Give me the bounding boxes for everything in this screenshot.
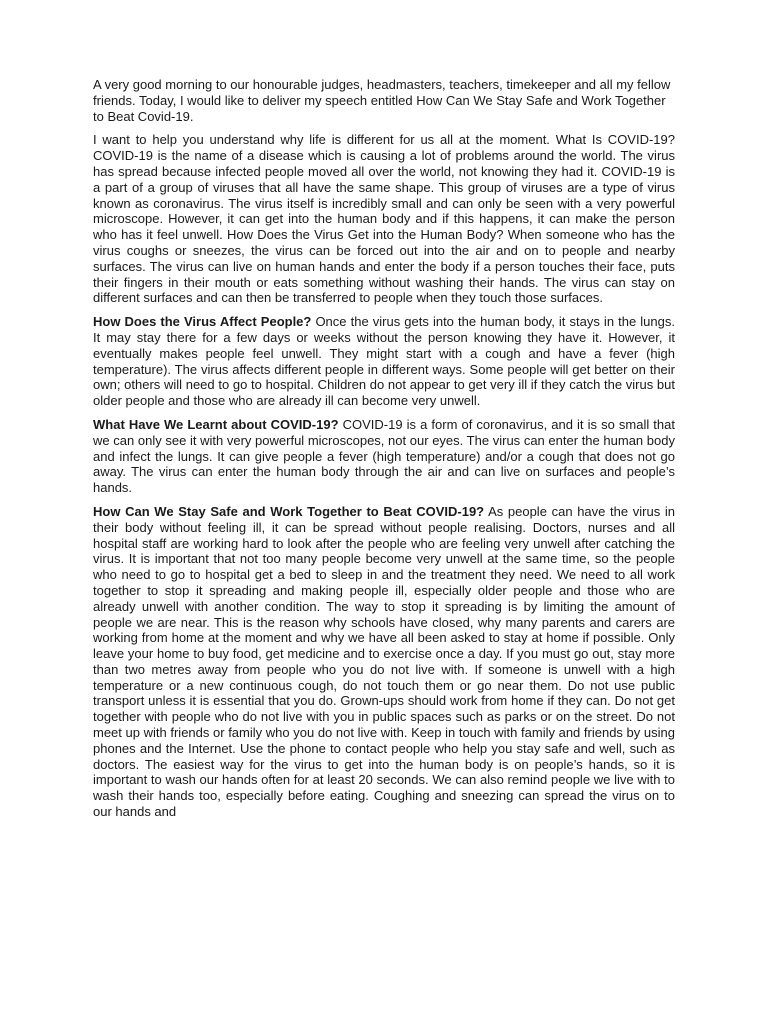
paragraph-heading: How Does the Virus Affect People? xyxy=(93,314,312,330)
paragraph-text: A very good morning to our honourable judges, headmasters, teachers, timekeeper and all my fellow friends. Today, I would like to deliver my speech entitled How Can We Stay Safe and Work Together to Beat Covid-19. xyxy=(93,77,671,124)
paragraph-text: Once the virus gets into the human body, it stays in the lungs. It may stay there for a few days or weeks without the person knowing they have it. However, it eventually makes people feel unwell. They might start with a cough and have a fever (high temperature). The virus affects different people in different ways. Some people will get better on their own; others will need to go to hospital. Children do not appear to get very ill if they catch the virus but older people and those who are already ill can become very unwell. xyxy=(93,314,675,409)
paragraph-virus-affect xyxy=(93,314,675,409)
paragraph-what-learnt xyxy=(93,417,675,496)
paragraph-greeting xyxy=(93,77,675,124)
paragraph-text: COVID-19 is a form of coronavirus, and it is so small that we can only see it with very powerful microscopes, not our eyes. The virus can enter the human body and infect the lungs. It can give people a fever (high temperature) and/or a cough that does not go away. The virus can enter the human body through the air and can live on surfaces and people’s hands. xyxy=(93,416,675,496)
paragraph-text: I want to help you understand why life is different for us all at the moment. What Is COVID-19? COVID-19 is the name of a disease which is causing a lot of problems around the world. The virus has spread because infected people moved all over the world, not knowing they had it. COVID-19 is a part of a group of viruses that all have the same shape. This group of viruses are a type of virus known as coronavirus. The virus itself is incredibly small and can only be seen with a very powerful microscope. However, it can get into the human body and if this happens, it can make the person who has it feel unwell. How Does the Virus Get into the Human Body? When someone who has the virus coughs or sneezes, the virus can be forced out into the air and on to people and nearby surfaces. The virus can live on human hands and enter the body if a person touches their face, puts their fingers in their mouth or eats something without washing their hands. The virus can stay on different surfaces and can then be transferred to people when they touch those surfaces. xyxy=(93,132,675,306)
paragraph-heading: How Can We Stay Safe and Work Together to Beat COVID-19? xyxy=(93,503,485,519)
document-page xyxy=(93,77,675,828)
paragraph-heading: What Have We Learnt about COVID-19? xyxy=(93,416,339,432)
paragraph-what-is-covid xyxy=(93,132,675,306)
paragraph-stay-safe xyxy=(93,504,675,820)
paragraph-text: As people can have the virus in their body without feeling ill, it can be spread without people realising. Doctors, nurses and all hospital staff are working hard to look after the people who are feeling very unwell after catching the virus. It is important that not too many people become very unwell at the same time, so the people who need to go to hospital get a bed to sleep in and the treatment they need. We need to all work together to stop it spreading and making people ill, especially older people and those who are already unwell with another condition. The way to stop it spreading is by limiting the amount of people we are near. This is the reason why schools have closed, why many parents and carers are working from home at the moment and why we have all been asked to stay at home if possible. Only leave your home to buy food, get medicine and to exercise once a day. If you must go out, stay more than two metres away from people who you do not live with. If someone is unwell with a high temperature or a new continuous cough, do not touch them or go near them. Do not use public transport unless it is essential that you do. Grown-ups should work from home if they can. Do not get together with people who do not live with you in public spaces such as parks or on the street. Do not meet up with friends or family who you do not live with. Keep in touch with family and friends by using phones and the Internet. Use the phone to contact people who help you stay safe and well, such as doctors. The easiest way for the virus to get into the human body is on people’s hands, so it is important to wash our hands often for at least 20 seconds. We can also remind people we live with to wash their hands too, especially before eating. Coughing and sneezing can spread the virus on to our hands and xyxy=(93,503,675,820)
